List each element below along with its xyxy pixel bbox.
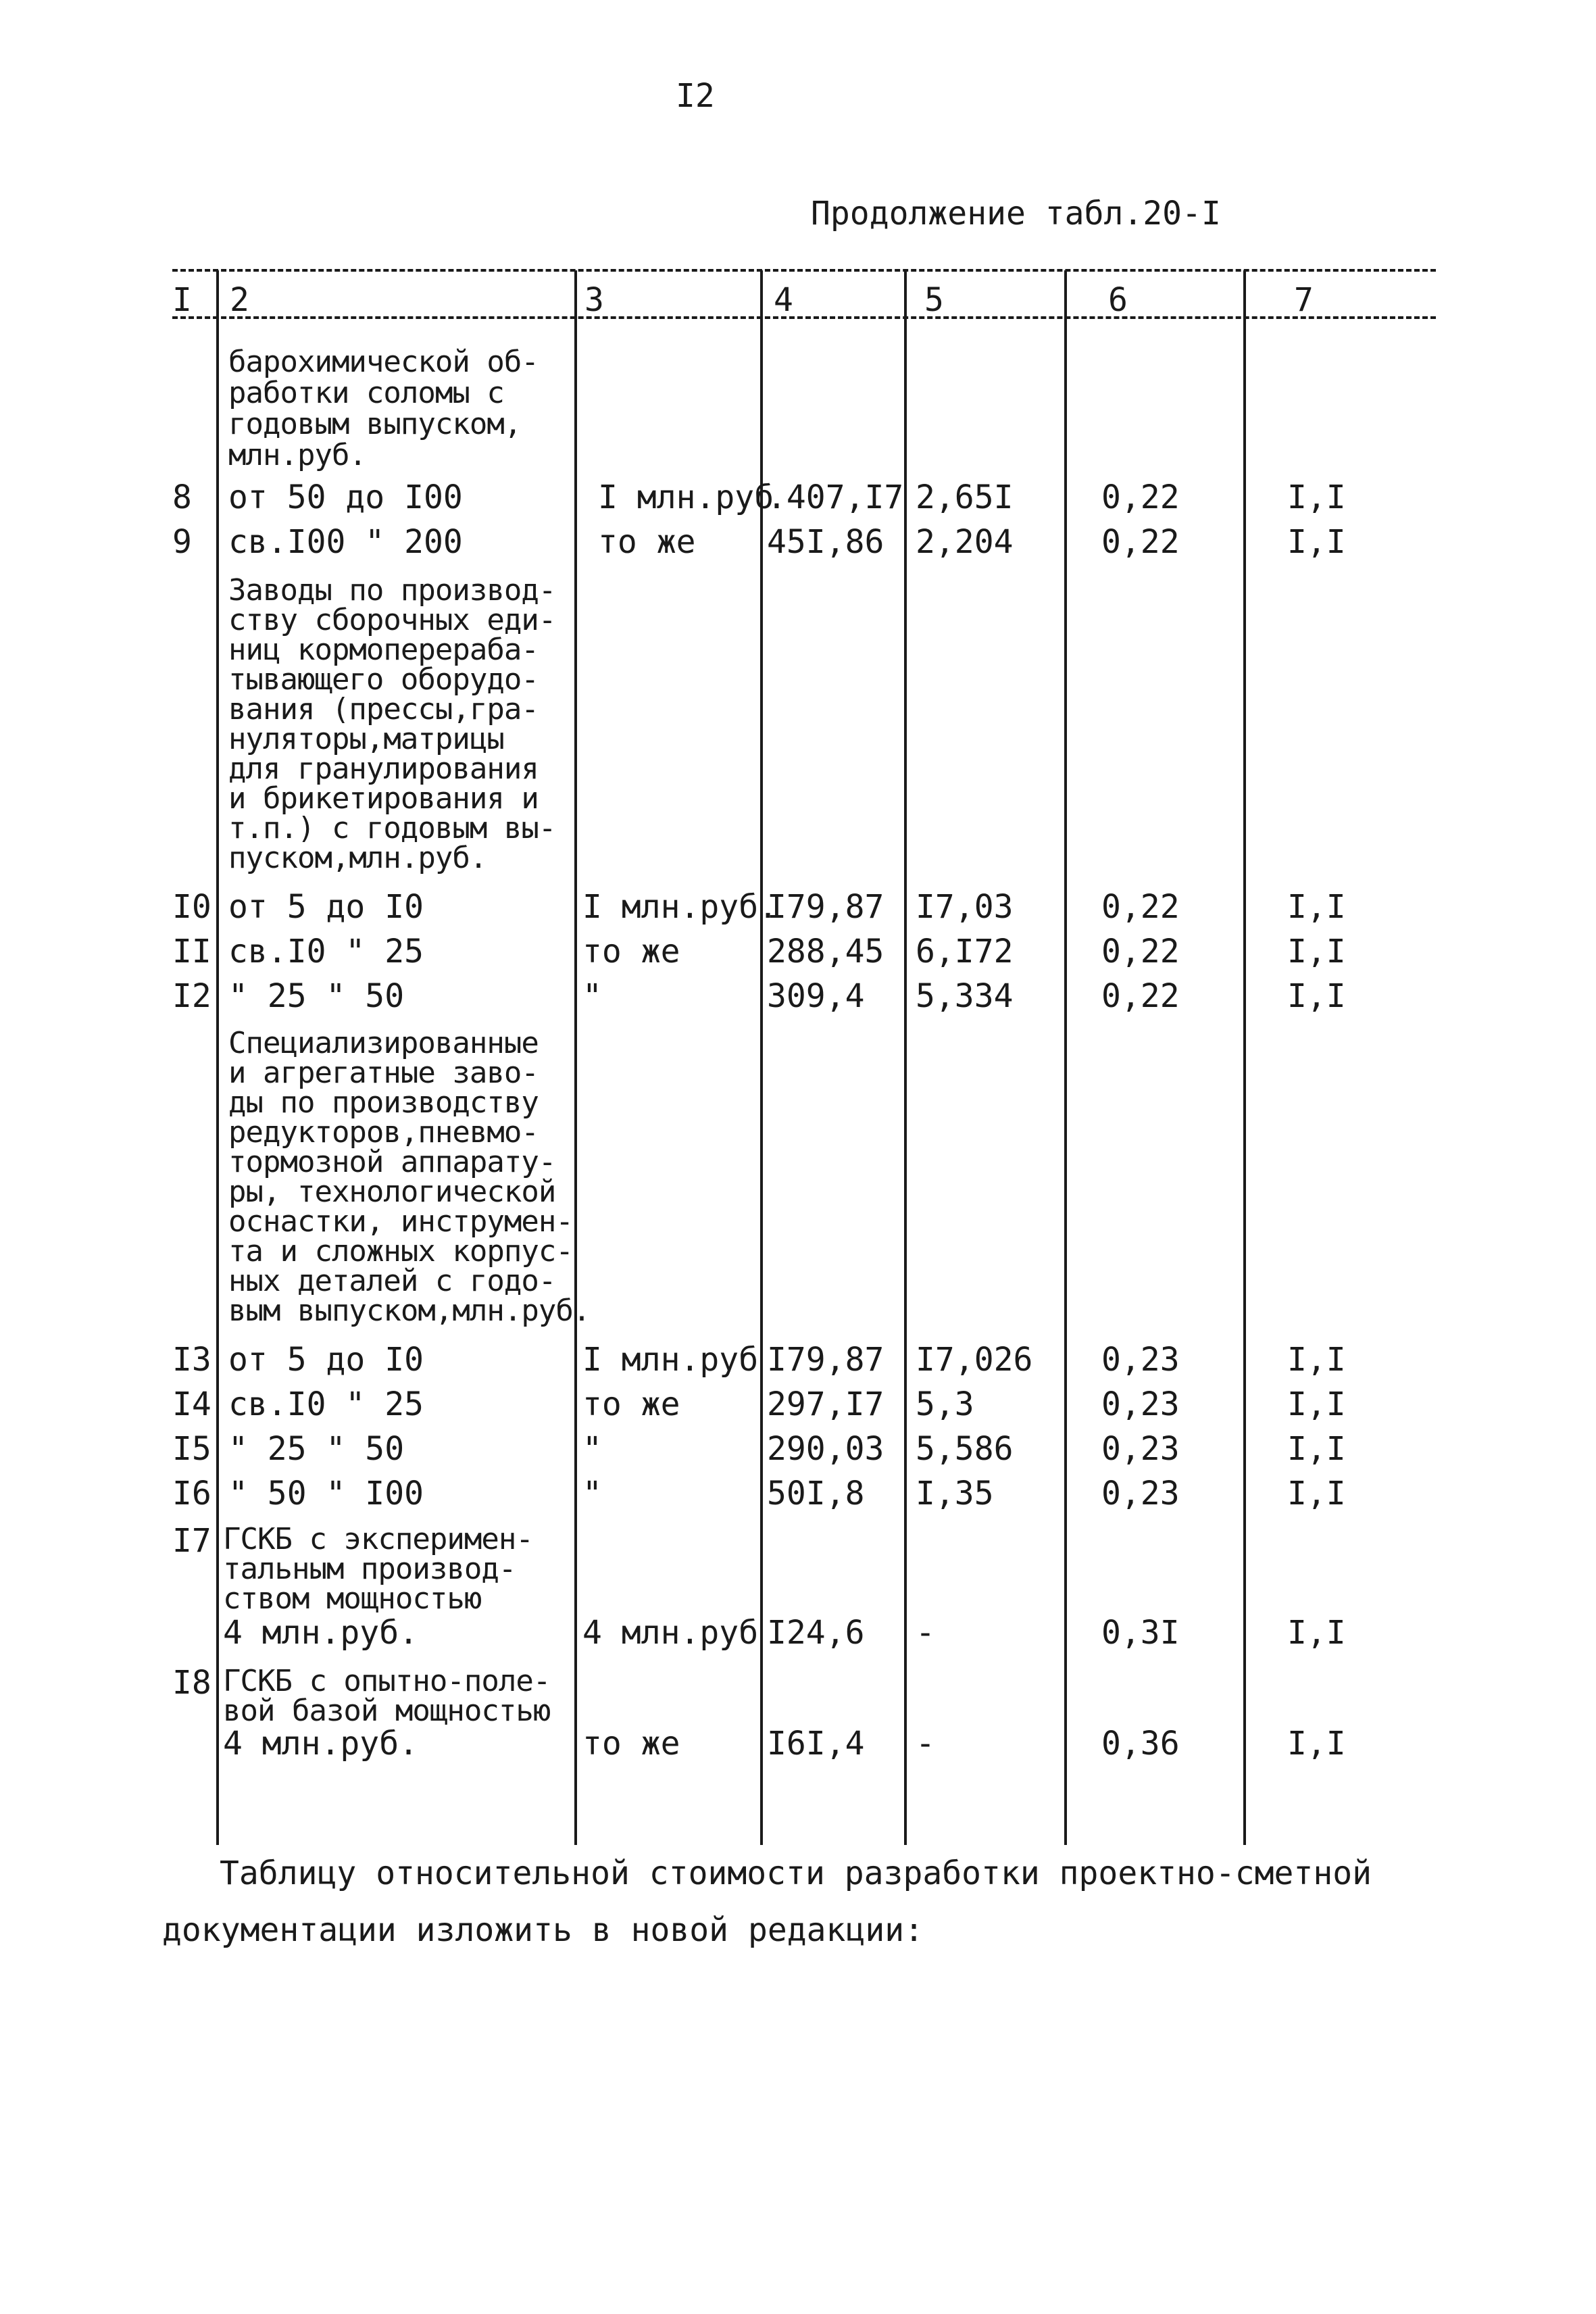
row-col-4: 297,I7 — [767, 1385, 884, 1423]
header-top-rule — [172, 269, 1436, 272]
row-col-5: 5,586 — [916, 1430, 1014, 1468]
desc-line: тальным производ- — [223, 1552, 516, 1586]
row-unit: то же — [598, 523, 696, 561]
header-col-6: 6 — [1108, 281, 1128, 319]
desc-line: ГСКБ с опытно-поле- — [223, 1664, 551, 1698]
row-col-6: 0,23 — [1101, 1430, 1180, 1468]
row-col-4: 50I,8 — [767, 1475, 865, 1512]
row-col-6: 0,22 — [1101, 977, 1180, 1015]
row-col-4: I24,6 — [767, 1614, 865, 1652]
row-col-5: I7,03 — [916, 888, 1014, 926]
row-col-5: 2,204 — [916, 523, 1014, 561]
row-col-4: 309,4 — [767, 977, 865, 1015]
row-col-5: 5,334 — [916, 977, 1014, 1015]
desc-line: ству сборочных еди- — [228, 603, 556, 637]
row-col-5: 6,I72 — [916, 933, 1014, 970]
row-col-6: 0,23 — [1101, 1475, 1180, 1512]
desc-line: тормозной аппарату- — [228, 1145, 556, 1179]
row-col-4: .407,I7 — [767, 478, 904, 516]
desc-line: Специализированные — [228, 1026, 539, 1060]
row-col-6: 0,22 — [1101, 888, 1180, 926]
row-name: 4 млн.руб. — [223, 1614, 418, 1652]
row-col-4: 45I,86 — [767, 523, 884, 561]
row-col-7: I,I — [1287, 523, 1346, 561]
row-unit: 4 млн.руб — [582, 1614, 759, 1652]
row-name: от 50 до I00 — [228, 478, 463, 516]
row-col-6: 0,36 — [1101, 1725, 1180, 1763]
row-col-7: I,I — [1287, 1341, 1346, 1379]
row-col-4: I79,87 — [767, 1341, 884, 1379]
header-col-3: 3 — [584, 281, 604, 319]
column-divider-5 — [1064, 270, 1067, 1845]
row-name: св.I0 " 25 — [228, 933, 424, 970]
row-col-4: 290,03 — [767, 1430, 884, 1468]
row-col-6: 0,23 — [1101, 1341, 1180, 1379]
desc-line: ры, технологической — [228, 1175, 556, 1209]
row-number: I4 — [172, 1385, 211, 1423]
row-number: I3 — [172, 1341, 211, 1379]
desc-line: оснастки, инструмен- — [228, 1204, 573, 1239]
row-name: " 50 " I00 — [228, 1475, 424, 1512]
footer-line: Таблицу относительной стоимости разработки проектно-сметной — [220, 1854, 1372, 1892]
desc-line: тывающего оборудо- — [228, 662, 539, 697]
row-col-5: - — [916, 1614, 935, 1652]
row-col-7: I,I — [1287, 1385, 1346, 1423]
column-divider-6 — [1243, 270, 1246, 1845]
row-col-5: - — [916, 1725, 935, 1763]
row-number: I8 — [172, 1664, 211, 1702]
header-bottom-rule — [172, 316, 1436, 319]
row-name: " 25 " 50 — [228, 1430, 405, 1468]
footer-line: документации изложить в новой редакции: — [162, 1911, 924, 1949]
row-name: от 5 до I0 — [228, 888, 424, 926]
table-continuation-label: Продолжение табл.20-I — [811, 195, 1221, 232]
row-col-4: I6I,4 — [767, 1725, 865, 1763]
desc-line: ды по производству — [228, 1085, 539, 1120]
row-col-6: 0,3I — [1101, 1614, 1180, 1652]
row-name: св.I0 " 25 — [228, 1385, 424, 1423]
desc-line: та и сложных корпус- — [228, 1234, 573, 1269]
row-unit: I млн.руб — [598, 478, 774, 516]
row-col-5: I,35 — [916, 1475, 994, 1512]
row-col-7: I,I — [1287, 1475, 1346, 1512]
desc-line: вой базой мощностью — [223, 1694, 551, 1728]
desc-line: млн.руб. — [228, 438, 366, 472]
row-col-7: I,I — [1287, 933, 1346, 970]
column-divider-2 — [574, 270, 577, 1845]
desc-line: ством мощностью — [223, 1581, 482, 1616]
row-name: 4 млн.руб. — [223, 1725, 418, 1763]
row-col-5: I7,026 — [916, 1341, 1033, 1379]
desc-line: вания (прессы,гра- — [228, 692, 539, 727]
row-col-5: 5,3 — [916, 1385, 974, 1423]
desc-line: ГСКБ с эксперимен- — [223, 1522, 533, 1556]
row-col-7: I,I — [1287, 1430, 1346, 1468]
row-name: св.I00 " 200 — [228, 523, 463, 561]
row-number: I5 — [172, 1430, 211, 1468]
row-col-6: 0,22 — [1101, 523, 1180, 561]
row-number: I6 — [172, 1475, 211, 1512]
row-unit: то же — [582, 1725, 680, 1763]
row-number: I0 — [172, 888, 211, 926]
row-col-5: 2,65I — [916, 478, 1014, 516]
desc-line: и брикетирования и — [228, 781, 539, 816]
row-unit: I млн.руб — [582, 1341, 759, 1379]
row-unit: " — [582, 1475, 602, 1512]
desc-line: Заводы по производ- — [228, 573, 556, 608]
row-col-6: 0,22 — [1101, 478, 1180, 516]
row-col-7: I,I — [1287, 977, 1346, 1015]
row-col-6: 0,23 — [1101, 1385, 1180, 1423]
desc-line: ниц кормоперераба- — [228, 633, 539, 667]
desc-line: пуском,млн.руб. — [228, 841, 487, 875]
column-divider-4 — [904, 270, 907, 1845]
desc-line: нуляторы,матрицы — [228, 722, 504, 756]
row-col-4: 288,45 — [767, 933, 884, 970]
row-number: I7 — [172, 1522, 211, 1560]
row-unit: I млн.руб. — [582, 888, 778, 926]
row-unit: то же — [582, 1385, 680, 1423]
desc-line: редукторов,пневмо- — [228, 1115, 539, 1150]
page-number: I2 — [676, 77, 715, 115]
header-col-5: 5 — [924, 281, 944, 319]
row-number: 8 — [172, 478, 192, 516]
column-divider-1 — [216, 270, 219, 1845]
row-col-7: I,I — [1287, 888, 1346, 926]
desc-line: барохимической об- — [228, 345, 539, 379]
header-col-1: I — [172, 281, 192, 319]
row-col-7: I,I — [1287, 478, 1346, 516]
desc-line: и агрегатные заво- — [228, 1056, 539, 1090]
row-name: от 5 до I0 — [228, 1341, 424, 1379]
row-name: " 25 " 50 — [228, 977, 405, 1015]
row-col-6: 0,22 — [1101, 933, 1180, 970]
row-col-4: I79,87 — [767, 888, 884, 926]
row-unit: " — [582, 1430, 602, 1468]
desc-line: вым выпуском,млн.руб. — [228, 1294, 591, 1328]
row-number: 9 — [172, 523, 192, 561]
desc-line: для гранулирования — [228, 752, 539, 786]
row-unit: " — [582, 977, 602, 1015]
desc-line: годовым выпуском, — [228, 407, 522, 441]
desc-line: ных деталей с годо- — [228, 1264, 556, 1298]
desc-line: т.п.) с годовым вы- — [228, 811, 556, 845]
row-col-7: I,I — [1287, 1614, 1346, 1652]
header-col-2: 2 — [230, 281, 249, 319]
row-unit: то же — [582, 933, 680, 970]
row-col-7: I,I — [1287, 1725, 1346, 1763]
desc-line: работки соломы с — [228, 376, 504, 410]
header-col-7: 7 — [1294, 281, 1314, 319]
header-col-4: 4 — [774, 281, 793, 319]
row-number: I2 — [172, 977, 211, 1015]
row-number: II — [172, 933, 211, 970]
